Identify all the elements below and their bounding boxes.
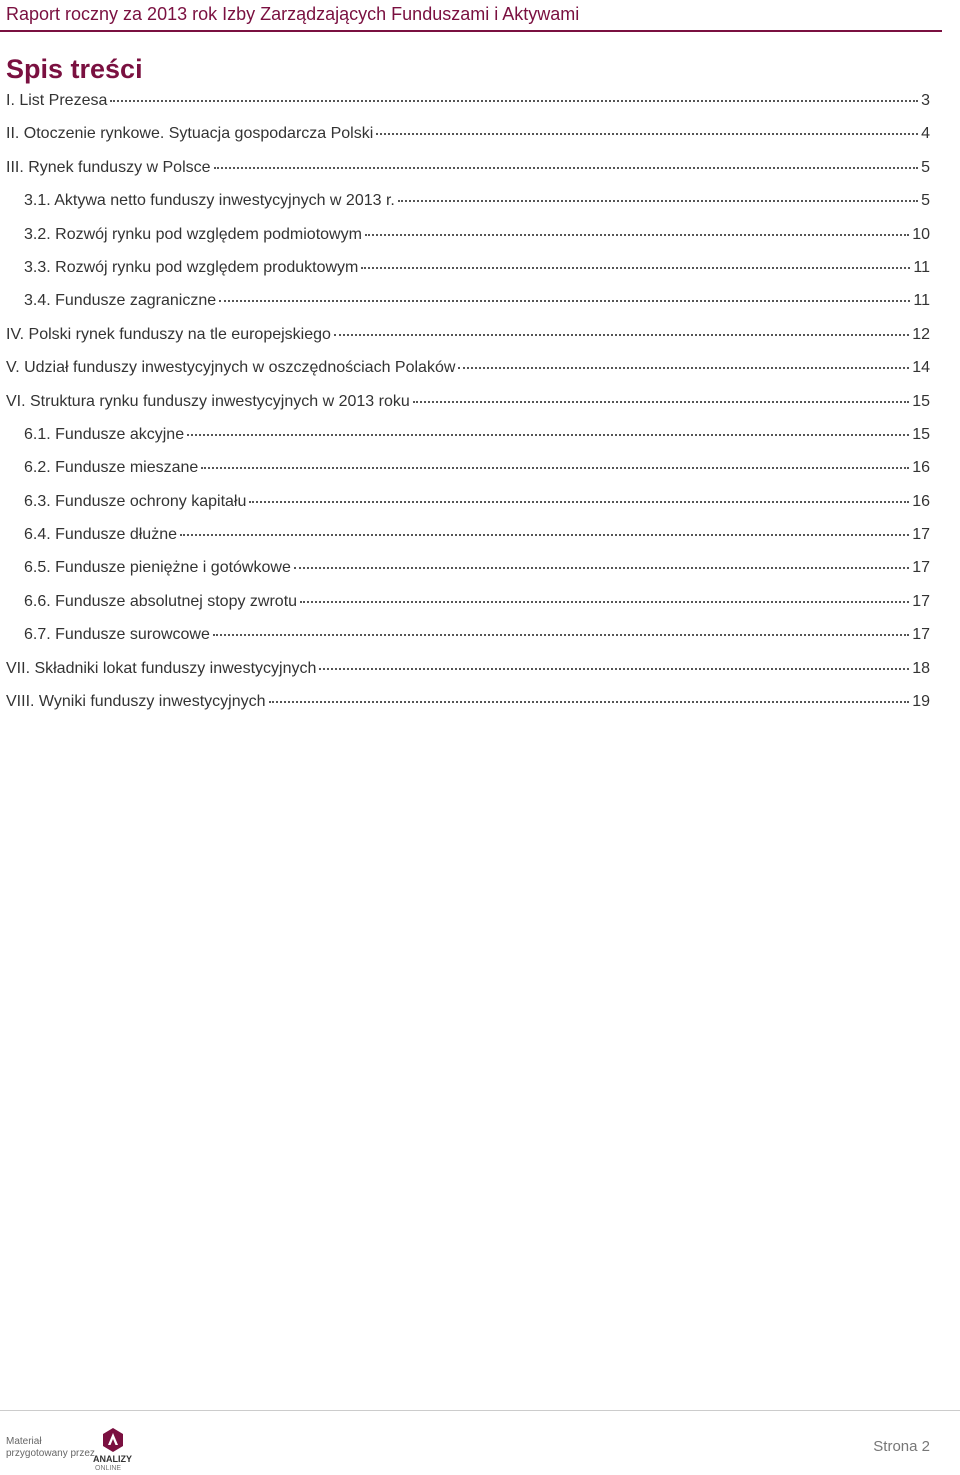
toc-entry-label: II. Otoczenie rynkowe. Sytuacja gospodarcza Polski xyxy=(6,125,374,143)
toc-entry-page: 4 xyxy=(921,125,930,143)
toc-subentry[interactable] xyxy=(6,259,930,292)
toc-entry-page: 17 xyxy=(912,559,930,577)
toc-subentry[interactable] xyxy=(6,559,930,592)
toc-entry[interactable] xyxy=(6,393,930,426)
toc-entry-page: 17 xyxy=(912,626,930,644)
toc-entry-page: 15 xyxy=(912,392,930,410)
analizy-online-logo-icon xyxy=(92,1426,134,1472)
toc-entry-page: 14 xyxy=(912,359,930,377)
toc-subentry[interactable] xyxy=(6,526,930,559)
toc-entry-label: VIII. Wyniki funduszy inwestycyjnych xyxy=(6,693,266,711)
toc-entry-label: VI. Struktura rynku funduszy inwestycyjnych w 2013 roku xyxy=(6,392,410,410)
toc-subentry[interactable] xyxy=(6,593,930,626)
toc-subentry[interactable] xyxy=(6,192,930,225)
toc-entry[interactable] xyxy=(6,359,930,392)
toc-entry[interactable] xyxy=(6,92,930,125)
dot-leader xyxy=(201,466,909,469)
dot-leader xyxy=(219,299,910,302)
toc-entry-page: 16 xyxy=(912,459,930,477)
dot-leader xyxy=(214,166,919,169)
dot-leader xyxy=(187,433,909,436)
toc-entry-label: 6.5. Fundusze pieniężne i gotówkowe xyxy=(24,559,291,577)
dot-leader xyxy=(376,132,918,135)
toc-subentry[interactable] xyxy=(6,426,930,459)
toc-entry[interactable] xyxy=(6,159,930,192)
toc-entry-page: 5 xyxy=(921,192,930,210)
toc-entry-page: 19 xyxy=(912,693,930,711)
logo-text-online: ONLINE xyxy=(95,1465,122,1472)
dot-leader xyxy=(249,500,909,503)
toc-entry-label: V. Udział funduszy inwestycyjnych w oszczędnościach Polaków xyxy=(6,359,456,377)
dot-leader xyxy=(361,266,910,269)
toc-entry-label: VII. Składniki lokat funduszy inwestycyjnych xyxy=(6,659,317,677)
toc-entry-page: 18 xyxy=(912,659,930,677)
dot-leader xyxy=(398,199,918,202)
toc-subentry[interactable] xyxy=(6,292,930,325)
toc-subentry[interactable] xyxy=(6,493,930,526)
dot-leader xyxy=(269,700,910,703)
footer-credit-line1: Materiał xyxy=(6,1436,42,1447)
toc-heading: Spis treści xyxy=(6,54,143,84)
table-of-contents xyxy=(6,92,930,726)
toc-entry-page: 11 xyxy=(913,292,930,310)
toc-entry-page: 11 xyxy=(913,258,930,276)
toc-entry-label: 6.2. Fundusze mieszane xyxy=(24,459,199,477)
toc-entry-page: 12 xyxy=(912,325,930,343)
toc-entry-page: 10 xyxy=(912,225,930,243)
toc-entry[interactable] xyxy=(6,326,930,359)
footer-credit xyxy=(6,1436,95,1460)
toc-entry[interactable] xyxy=(6,693,930,726)
toc-entry-label: 6.1. Fundusze akcyjne xyxy=(24,425,185,443)
logo-text-analizy: ANALIZY xyxy=(93,1454,132,1464)
dot-leader xyxy=(334,333,909,336)
dot-leader xyxy=(365,233,909,236)
toc-entry-label: III. Rynek funduszy w Polsce xyxy=(6,158,211,176)
toc-entry-label: 6.6. Fundusze absolutnej stopy zwrotu xyxy=(24,592,298,610)
page-number: Strona 2 xyxy=(873,1438,930,1455)
toc-entry-label: 3.1. Aktywa netto funduszy inwestycyjnych w 2013 r. xyxy=(24,192,395,210)
dot-leader xyxy=(319,667,909,670)
footer-credit-line2: przygotowany przez xyxy=(6,1448,95,1459)
toc-entry-label: I. List Prezesa xyxy=(6,92,108,109)
toc-entry-label: IV. Polski rynek funduszy na tle europejskiego xyxy=(6,325,331,343)
report-title: Raport roczny za 2013 rok Izby Zarządzających Funduszami i Aktywami xyxy=(6,4,580,24)
page-header xyxy=(0,0,942,32)
dot-leader xyxy=(110,99,918,102)
toc-entry[interactable] xyxy=(6,125,930,158)
toc-entry-page: 16 xyxy=(912,492,930,510)
dot-leader xyxy=(413,400,909,403)
toc-entry-page: 15 xyxy=(912,425,930,443)
dot-leader xyxy=(294,566,909,569)
footer-divider xyxy=(0,1410,960,1411)
toc-entry-label: 6.4. Fundusze dłużne xyxy=(24,526,177,544)
toc-entry-page: 3 xyxy=(921,92,930,109)
toc-entry-label: 6.3. Fundusze ochrony kapitału xyxy=(24,492,247,510)
toc-subentry[interactable] xyxy=(6,459,930,492)
toc-entry-label: 3.4. Fundusze zagraniczne xyxy=(24,292,217,310)
toc-entry-page: 17 xyxy=(912,592,930,610)
dot-leader xyxy=(180,533,909,536)
toc-entry-label: 6.7. Fundusze surowcowe xyxy=(24,626,210,644)
toc-entry[interactable] xyxy=(6,660,930,693)
toc-entry-label: 3.2. Rozwój rynku pod względem podmiotowym xyxy=(24,225,362,243)
toc-subentry[interactable] xyxy=(6,626,930,659)
toc-entry-page: 5 xyxy=(921,158,930,176)
toc-subentry[interactable] xyxy=(6,226,930,259)
toc-entry-page: 17 xyxy=(912,526,930,544)
toc-entry-label: 3.3. Rozwój rynku pod względem produktowym xyxy=(24,258,359,276)
dot-leader xyxy=(300,600,909,603)
dot-leader xyxy=(213,633,909,636)
dot-leader xyxy=(458,366,909,369)
